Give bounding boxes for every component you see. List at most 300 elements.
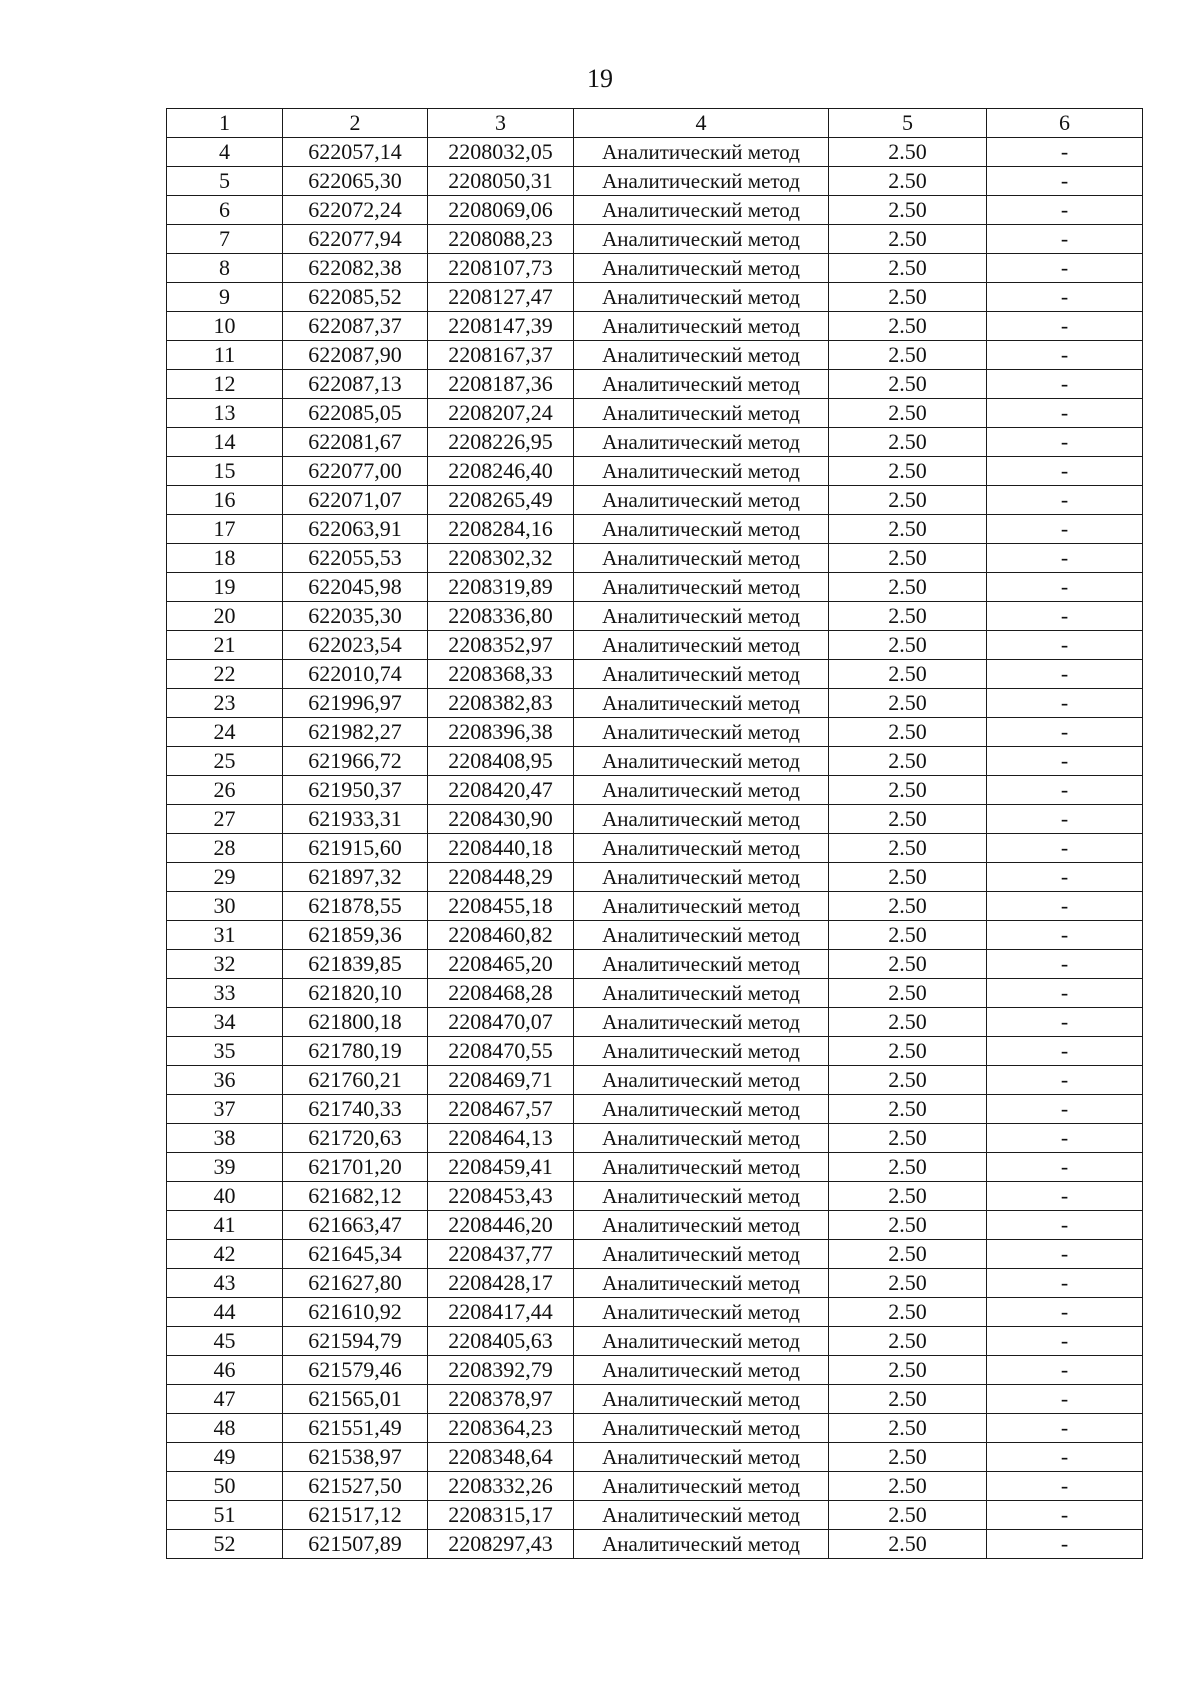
- accuracy-cell: 2.50: [829, 573, 987, 602]
- note-cell: -: [987, 1327, 1143, 1356]
- x-coordinate-cell: 622085,52: [283, 283, 428, 312]
- x-coordinate-cell: 621663,47: [283, 1211, 428, 1240]
- accuracy-cell: 2.50: [829, 254, 987, 283]
- point-number-cell: 10: [167, 312, 283, 341]
- method-cell: Аналитический метод: [574, 1327, 829, 1356]
- table-header-row: [167, 109, 1143, 138]
- y-coordinate-cell: 2208440,18: [428, 834, 574, 863]
- note-cell: -: [987, 921, 1143, 950]
- note-cell: -: [987, 544, 1143, 573]
- point-number-cell: 25: [167, 747, 283, 776]
- page-number: 19: [587, 64, 613, 93]
- x-coordinate-cell: 621915,60: [283, 834, 428, 863]
- table-row: [167, 370, 1143, 399]
- y-coordinate-cell: 2208187,36: [428, 370, 574, 399]
- note-cell: -: [987, 805, 1143, 834]
- table-row: [167, 1385, 1143, 1414]
- accuracy-cell: 2.50: [829, 457, 987, 486]
- note-cell: -: [987, 457, 1143, 486]
- x-coordinate-cell: 621610,92: [283, 1298, 428, 1327]
- accuracy-cell: 2.50: [829, 283, 987, 312]
- y-coordinate-cell: 2208167,37: [428, 341, 574, 370]
- method-cell: Аналитический метод: [574, 660, 829, 689]
- accuracy-cell: 2.50: [829, 892, 987, 921]
- method-cell: Аналитический метод: [574, 1124, 829, 1153]
- accuracy-cell: 2.50: [829, 138, 987, 167]
- accuracy-cell: 2.50: [829, 689, 987, 718]
- note-cell: -: [987, 312, 1143, 341]
- y-coordinate-cell: 2208284,16: [428, 515, 574, 544]
- accuracy-cell: 2.50: [829, 515, 987, 544]
- coordinates-table: [166, 108, 1143, 1559]
- method-cell: Аналитический метод: [574, 196, 829, 225]
- point-number-cell: 52: [167, 1530, 283, 1559]
- accuracy-cell: 2.50: [829, 312, 987, 341]
- table-row: [167, 1008, 1143, 1037]
- x-coordinate-cell: 622065,30: [283, 167, 428, 196]
- point-number-cell: 37: [167, 1095, 283, 1124]
- y-coordinate-cell: 2208207,24: [428, 399, 574, 428]
- y-coordinate-cell: 2208464,13: [428, 1124, 574, 1153]
- y-coordinate-cell: 2208448,29: [428, 863, 574, 892]
- y-coordinate-cell: 2208032,05: [428, 138, 574, 167]
- x-coordinate-cell: 622035,30: [283, 602, 428, 631]
- note-cell: -: [987, 486, 1143, 515]
- accuracy-cell: 2.50: [829, 660, 987, 689]
- x-coordinate-cell: 621720,63: [283, 1124, 428, 1153]
- point-number-cell: 38: [167, 1124, 283, 1153]
- y-coordinate-cell: 2208378,97: [428, 1385, 574, 1414]
- y-coordinate-cell: 2208147,39: [428, 312, 574, 341]
- accuracy-cell: 2.50: [829, 167, 987, 196]
- y-coordinate-cell: 2208088,23: [428, 225, 574, 254]
- accuracy-cell: 2.50: [829, 1530, 987, 1559]
- method-cell: Аналитический метод: [574, 1385, 829, 1414]
- accuracy-cell: 2.50: [829, 747, 987, 776]
- note-cell: -: [987, 1501, 1143, 1530]
- table-row: [167, 1269, 1143, 1298]
- y-coordinate-cell: 2208459,41: [428, 1153, 574, 1182]
- table-row: [167, 399, 1143, 428]
- y-coordinate-cell: 2208382,83: [428, 689, 574, 718]
- method-cell: Аналитический метод: [574, 1066, 829, 1095]
- x-coordinate-cell: 621933,31: [283, 805, 428, 834]
- accuracy-cell: 2.50: [829, 1182, 987, 1211]
- column-header: 4: [574, 109, 829, 138]
- note-cell: -: [987, 225, 1143, 254]
- table-row: [167, 312, 1143, 341]
- x-coordinate-cell: 621859,36: [283, 921, 428, 950]
- column-header: 3: [428, 109, 574, 138]
- accuracy-cell: 2.50: [829, 196, 987, 225]
- accuracy-cell: 2.50: [829, 979, 987, 1008]
- x-coordinate-cell: 622077,00: [283, 457, 428, 486]
- accuracy-cell: 2.50: [829, 1501, 987, 1530]
- point-number-cell: 45: [167, 1327, 283, 1356]
- y-coordinate-cell: 2208430,90: [428, 805, 574, 834]
- x-coordinate-cell: 621517,12: [283, 1501, 428, 1530]
- x-coordinate-cell: 621579,46: [283, 1356, 428, 1385]
- accuracy-cell: 2.50: [829, 544, 987, 573]
- point-number-cell: 32: [167, 950, 283, 979]
- x-coordinate-cell: 621594,79: [283, 1327, 428, 1356]
- table-row: [167, 1240, 1143, 1269]
- point-number-cell: 40: [167, 1182, 283, 1211]
- x-coordinate-cell: 621966,72: [283, 747, 428, 776]
- table-row: [167, 196, 1143, 225]
- method-cell: Аналитический метод: [574, 486, 829, 515]
- y-coordinate-cell: 2208127,47: [428, 283, 574, 312]
- point-number-cell: 39: [167, 1153, 283, 1182]
- table-row: [167, 1414, 1143, 1443]
- table-row: [167, 892, 1143, 921]
- table-row: [167, 428, 1143, 457]
- y-coordinate-cell: 2208332,26: [428, 1472, 574, 1501]
- y-coordinate-cell: 2208336,80: [428, 602, 574, 631]
- table-row: [167, 225, 1143, 254]
- y-coordinate-cell: 2208246,40: [428, 457, 574, 486]
- column-header: 2: [283, 109, 428, 138]
- accuracy-cell: 2.50: [829, 428, 987, 457]
- note-cell: -: [987, 834, 1143, 863]
- method-cell: Аналитический метод: [574, 573, 829, 602]
- note-cell: -: [987, 1472, 1143, 1501]
- note-cell: -: [987, 283, 1143, 312]
- note-cell: -: [987, 660, 1143, 689]
- point-number-cell: 22: [167, 660, 283, 689]
- method-cell: Аналитический метод: [574, 1037, 829, 1066]
- point-number-cell: 36: [167, 1066, 283, 1095]
- y-coordinate-cell: 2208408,95: [428, 747, 574, 776]
- note-cell: -: [987, 776, 1143, 805]
- method-cell: Аналитический метод: [574, 254, 829, 283]
- method-cell: Аналитический метод: [574, 979, 829, 1008]
- note-cell: -: [987, 399, 1143, 428]
- point-number-cell: 31: [167, 921, 283, 950]
- note-cell: -: [987, 689, 1143, 718]
- point-number-cell: 4: [167, 138, 283, 167]
- accuracy-cell: 2.50: [829, 1298, 987, 1327]
- note-cell: -: [987, 1356, 1143, 1385]
- accuracy-cell: 2.50: [829, 341, 987, 370]
- y-coordinate-cell: 2208417,44: [428, 1298, 574, 1327]
- y-coordinate-cell: 2208420,47: [428, 776, 574, 805]
- y-coordinate-cell: 2208315,17: [428, 1501, 574, 1530]
- method-cell: Аналитический метод: [574, 1414, 829, 1443]
- accuracy-cell: 2.50: [829, 399, 987, 428]
- y-coordinate-cell: 2208455,18: [428, 892, 574, 921]
- accuracy-cell: 2.50: [829, 863, 987, 892]
- x-coordinate-cell: 621627,80: [283, 1269, 428, 1298]
- y-coordinate-cell: 2208405,63: [428, 1327, 574, 1356]
- y-coordinate-cell: 2208428,17: [428, 1269, 574, 1298]
- x-coordinate-cell: 621996,97: [283, 689, 428, 718]
- method-cell: Аналитический метод: [574, 1008, 829, 1037]
- table-row: [167, 1327, 1143, 1356]
- accuracy-cell: 2.50: [829, 1414, 987, 1443]
- point-number-cell: 14: [167, 428, 283, 457]
- accuracy-cell: 2.50: [829, 1356, 987, 1385]
- method-cell: Аналитический метод: [574, 370, 829, 399]
- x-coordinate-cell: 622045,98: [283, 573, 428, 602]
- point-number-cell: 44: [167, 1298, 283, 1327]
- point-number-cell: 19: [167, 573, 283, 602]
- method-cell: Аналитический метод: [574, 312, 829, 341]
- point-number-cell: 16: [167, 486, 283, 515]
- point-number-cell: 20: [167, 602, 283, 631]
- note-cell: -: [987, 1385, 1143, 1414]
- x-coordinate-cell: 621878,55: [283, 892, 428, 921]
- table-row: [167, 921, 1143, 950]
- table-row: [167, 1443, 1143, 1472]
- table-row: [167, 1211, 1143, 1240]
- x-coordinate-cell: 622072,24: [283, 196, 428, 225]
- note-cell: -: [987, 370, 1143, 399]
- x-coordinate-cell: 621800,18: [283, 1008, 428, 1037]
- accuracy-cell: 2.50: [829, 370, 987, 399]
- accuracy-cell: 2.50: [829, 950, 987, 979]
- accuracy-cell: 2.50: [829, 1327, 987, 1356]
- y-coordinate-cell: 2208460,82: [428, 921, 574, 950]
- note-cell: -: [987, 718, 1143, 747]
- point-number-cell: 29: [167, 863, 283, 892]
- table-row: [167, 979, 1143, 1008]
- accuracy-cell: 2.50: [829, 1124, 987, 1153]
- x-coordinate-cell: 622055,53: [283, 544, 428, 573]
- y-coordinate-cell: 2208468,28: [428, 979, 574, 1008]
- method-cell: Аналитический метод: [574, 689, 829, 718]
- accuracy-cell: 2.50: [829, 776, 987, 805]
- y-coordinate-cell: 2208107,73: [428, 254, 574, 283]
- y-coordinate-cell: 2208446,20: [428, 1211, 574, 1240]
- table-row: [167, 863, 1143, 892]
- method-cell: Аналитический метод: [574, 1182, 829, 1211]
- method-cell: Аналитический метод: [574, 138, 829, 167]
- table-row: [167, 776, 1143, 805]
- note-cell: -: [987, 1298, 1143, 1327]
- y-coordinate-cell: 2208453,43: [428, 1182, 574, 1211]
- y-coordinate-cell: 2208319,89: [428, 573, 574, 602]
- table-row: [167, 1095, 1143, 1124]
- x-coordinate-cell: 621897,32: [283, 863, 428, 892]
- y-coordinate-cell: 2208396,38: [428, 718, 574, 747]
- note-cell: -: [987, 167, 1143, 196]
- x-coordinate-cell: 622087,37: [283, 312, 428, 341]
- point-number-cell: 5: [167, 167, 283, 196]
- note-cell: -: [987, 1066, 1143, 1095]
- x-coordinate-cell: 621507,89: [283, 1530, 428, 1559]
- x-coordinate-cell: 622023,54: [283, 631, 428, 660]
- point-number-cell: 30: [167, 892, 283, 921]
- y-coordinate-cell: 2208368,33: [428, 660, 574, 689]
- x-coordinate-cell: 621780,19: [283, 1037, 428, 1066]
- table-row: [167, 747, 1143, 776]
- note-cell: -: [987, 892, 1143, 921]
- note-cell: -: [987, 1182, 1143, 1211]
- method-cell: Аналитический метод: [574, 1153, 829, 1182]
- method-cell: Аналитический метод: [574, 718, 829, 747]
- table-row: [167, 805, 1143, 834]
- accuracy-cell: 2.50: [829, 921, 987, 950]
- table-row: [167, 1472, 1143, 1501]
- method-cell: Аналитический метод: [574, 834, 829, 863]
- method-cell: Аналитический метод: [574, 1240, 829, 1269]
- x-coordinate-cell: 621527,50: [283, 1472, 428, 1501]
- table-row: [167, 515, 1143, 544]
- table-row: [167, 718, 1143, 747]
- x-coordinate-cell: 622082,38: [283, 254, 428, 283]
- note-cell: -: [987, 515, 1143, 544]
- x-coordinate-cell: 621820,10: [283, 979, 428, 1008]
- method-cell: Аналитический метод: [574, 1356, 829, 1385]
- table-row: [167, 1298, 1143, 1327]
- note-cell: -: [987, 1240, 1143, 1269]
- table-row: [167, 1356, 1143, 1385]
- accuracy-cell: 2.50: [829, 1066, 987, 1095]
- accuracy-cell: 2.50: [829, 834, 987, 863]
- accuracy-cell: 2.50: [829, 1095, 987, 1124]
- x-coordinate-cell: 621538,97: [283, 1443, 428, 1472]
- y-coordinate-cell: 2208470,55: [428, 1037, 574, 1066]
- accuracy-cell: 2.50: [829, 1240, 987, 1269]
- accuracy-cell: 2.50: [829, 1153, 987, 1182]
- y-coordinate-cell: 2208265,49: [428, 486, 574, 515]
- x-coordinate-cell: 621551,49: [283, 1414, 428, 1443]
- point-number-cell: 48: [167, 1414, 283, 1443]
- note-cell: -: [987, 1008, 1143, 1037]
- method-cell: Аналитический метод: [574, 341, 829, 370]
- x-coordinate-cell: 622057,14: [283, 138, 428, 167]
- note-cell: -: [987, 1037, 1143, 1066]
- y-coordinate-cell: 2208352,97: [428, 631, 574, 660]
- table-row: [167, 689, 1143, 718]
- point-number-cell: 50: [167, 1472, 283, 1501]
- accuracy-cell: 2.50: [829, 1472, 987, 1501]
- point-number-cell: 42: [167, 1240, 283, 1269]
- x-coordinate-cell: 621565,01: [283, 1385, 428, 1414]
- table-row: [167, 544, 1143, 573]
- method-cell: Аналитический метод: [574, 747, 829, 776]
- accuracy-cell: 2.50: [829, 718, 987, 747]
- method-cell: Аналитический метод: [574, 515, 829, 544]
- method-cell: Аналитический метод: [574, 1298, 829, 1327]
- column-header: 1: [167, 109, 283, 138]
- method-cell: Аналитический метод: [574, 1269, 829, 1298]
- y-coordinate-cell: 2208470,07: [428, 1008, 574, 1037]
- x-coordinate-cell: 621682,12: [283, 1182, 428, 1211]
- note-cell: -: [987, 196, 1143, 225]
- accuracy-cell: 2.50: [829, 225, 987, 254]
- method-cell: Аналитический метод: [574, 1095, 829, 1124]
- point-number-cell: 7: [167, 225, 283, 254]
- table-row: [167, 1037, 1143, 1066]
- point-number-cell: 8: [167, 254, 283, 283]
- accuracy-cell: 2.50: [829, 602, 987, 631]
- method-cell: Аналитический метод: [574, 892, 829, 921]
- point-number-cell: 9: [167, 283, 283, 312]
- method-cell: Аналитический метод: [574, 863, 829, 892]
- table-row: [167, 1530, 1143, 1559]
- point-number-cell: 18: [167, 544, 283, 573]
- point-number-cell: 51: [167, 1501, 283, 1530]
- accuracy-cell: 2.50: [829, 1443, 987, 1472]
- accuracy-cell: 2.50: [829, 1008, 987, 1037]
- note-cell: -: [987, 254, 1143, 283]
- method-cell: Аналитический метод: [574, 428, 829, 457]
- point-number-cell: 49: [167, 1443, 283, 1472]
- note-cell: -: [987, 1530, 1143, 1559]
- method-cell: Аналитический метод: [574, 950, 829, 979]
- table-row: [167, 573, 1143, 602]
- point-number-cell: 28: [167, 834, 283, 863]
- x-coordinate-cell: 622010,74: [283, 660, 428, 689]
- table-row: [167, 950, 1143, 979]
- note-cell: -: [987, 1153, 1143, 1182]
- note-cell: -: [987, 602, 1143, 631]
- method-cell: Аналитический метод: [574, 921, 829, 950]
- note-cell: -: [987, 138, 1143, 167]
- x-coordinate-cell: 621645,34: [283, 1240, 428, 1269]
- method-cell: Аналитический метод: [574, 602, 829, 631]
- table-row: [167, 457, 1143, 486]
- table-row: [167, 631, 1143, 660]
- x-coordinate-cell: 622081,67: [283, 428, 428, 457]
- method-cell: Аналитический метод: [574, 457, 829, 486]
- column-header: 5: [829, 109, 987, 138]
- method-cell: Аналитический метод: [574, 1530, 829, 1559]
- point-number-cell: 15: [167, 457, 283, 486]
- note-cell: -: [987, 979, 1143, 1008]
- x-coordinate-cell: 621982,27: [283, 718, 428, 747]
- x-coordinate-cell: 621760,21: [283, 1066, 428, 1095]
- method-cell: Аналитический метод: [574, 1472, 829, 1501]
- note-cell: -: [987, 1414, 1143, 1443]
- table-row: [167, 254, 1143, 283]
- point-number-cell: 34: [167, 1008, 283, 1037]
- accuracy-cell: 2.50: [829, 486, 987, 515]
- point-number-cell: 6: [167, 196, 283, 225]
- y-coordinate-cell: 2208467,57: [428, 1095, 574, 1124]
- y-coordinate-cell: 2208348,64: [428, 1443, 574, 1472]
- method-cell: Аналитический метод: [574, 1501, 829, 1530]
- y-coordinate-cell: 2208069,06: [428, 196, 574, 225]
- note-cell: -: [987, 1211, 1143, 1240]
- note-cell: -: [987, 863, 1143, 892]
- table-row: [167, 1124, 1143, 1153]
- y-coordinate-cell: 2208465,20: [428, 950, 574, 979]
- x-coordinate-cell: 622087,13: [283, 370, 428, 399]
- x-coordinate-cell: 622087,90: [283, 341, 428, 370]
- accuracy-cell: 2.50: [829, 805, 987, 834]
- point-number-cell: 27: [167, 805, 283, 834]
- point-number-cell: 23: [167, 689, 283, 718]
- x-coordinate-cell: 621950,37: [283, 776, 428, 805]
- method-cell: Аналитический метод: [574, 225, 829, 254]
- table-row: [167, 283, 1143, 312]
- y-coordinate-cell: 2208050,31: [428, 167, 574, 196]
- table-row: [167, 1501, 1143, 1530]
- point-number-cell: 24: [167, 718, 283, 747]
- point-number-cell: 17: [167, 515, 283, 544]
- table-row: [167, 660, 1143, 689]
- accuracy-cell: 2.50: [829, 1269, 987, 1298]
- y-coordinate-cell: 2208226,95: [428, 428, 574, 457]
- point-number-cell: 35: [167, 1037, 283, 1066]
- method-cell: Аналитический метод: [574, 1211, 829, 1240]
- x-coordinate-cell: 621701,20: [283, 1153, 428, 1182]
- table-row: [167, 1066, 1143, 1095]
- y-coordinate-cell: 2208392,79: [428, 1356, 574, 1385]
